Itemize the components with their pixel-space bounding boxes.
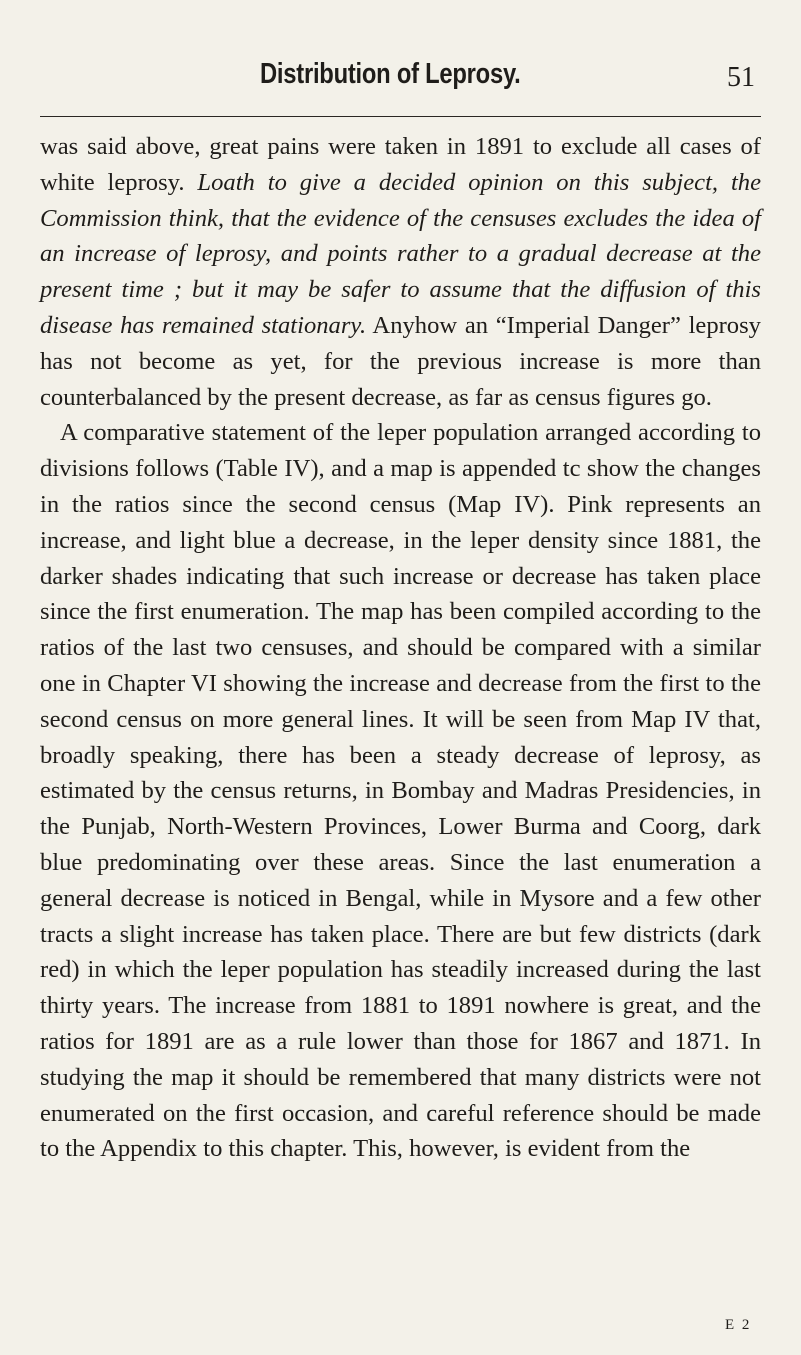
- page-number: 51: [727, 62, 755, 93]
- text-segment: Anyhow an “Imperial Danger” leprosy has not become as yet, for the previous increase is more than counterbalanced by the present decrease, as far as census figures go.: [40, 311, 761, 411]
- running-title: Distribution of Leprosy.: [260, 58, 521, 90]
- body-text: [40, 129, 761, 1167]
- running-head: [0, 58, 801, 98]
- signature-mark: E 2: [725, 1317, 752, 1333]
- text-segment: A comparative statement of the leper population arranged according to divisions follows (Table IV), and a map is appended tc show the changes in the ratios since the second census (Map IV). Pink represents an increase, and light blue a decrease, in the leper density since 1881, the darker shades indicating that such increase or decrease has taken place since the first enumeration. The map has been compiled according to the ratios of the last two censuses, and should be compared with a similar one in Chapter VI showing the increase and decrease from the first to the second census on more general lines. It will be seen from Map IV that, broadly speaking, there has been a steady decrease of leprosy, as estimated by the census returns, in Bombay and Madras Presidencies, in the Punjab, North-Western Provinces, Lower Burma and Coorg, dark blue predominating over these areas. Since the last enumeration a general decrease is noticed in Bengal, while in Mysore and a few other tracts a slight increase has taken place. There are but few districts (dark red) in which the leper population has steadily increased during the last thirty years. The increase from 1881 to 1891 nowhere is great, and the ratios for 1891 are as a rule lower than those for 1867 and 1871. In studying the map it should be remembered that many districts were not enumerated on the first occasion, and careful reference should be made to the Appendix to this chapter. This, however, is evident from the: [40, 419, 761, 1163]
- text-segment: was said above, great pains were taken in 1891 to exclude all cases of white leprosy.: [40, 133, 761, 196]
- header-rule: [40, 116, 761, 117]
- paragraph: [40, 415, 761, 1167]
- italic-text-segment: Loath to give a decided opinion on this subject, the Commission think, that the evidence of the censuses excludes the idea of an increase of leprosy, and points rather to a gradual decrease at the present time ; but it may be safer to assume that the diffusion of this disease has remained stationary.: [40, 168, 762, 339]
- paragraph: [40, 129, 761, 415]
